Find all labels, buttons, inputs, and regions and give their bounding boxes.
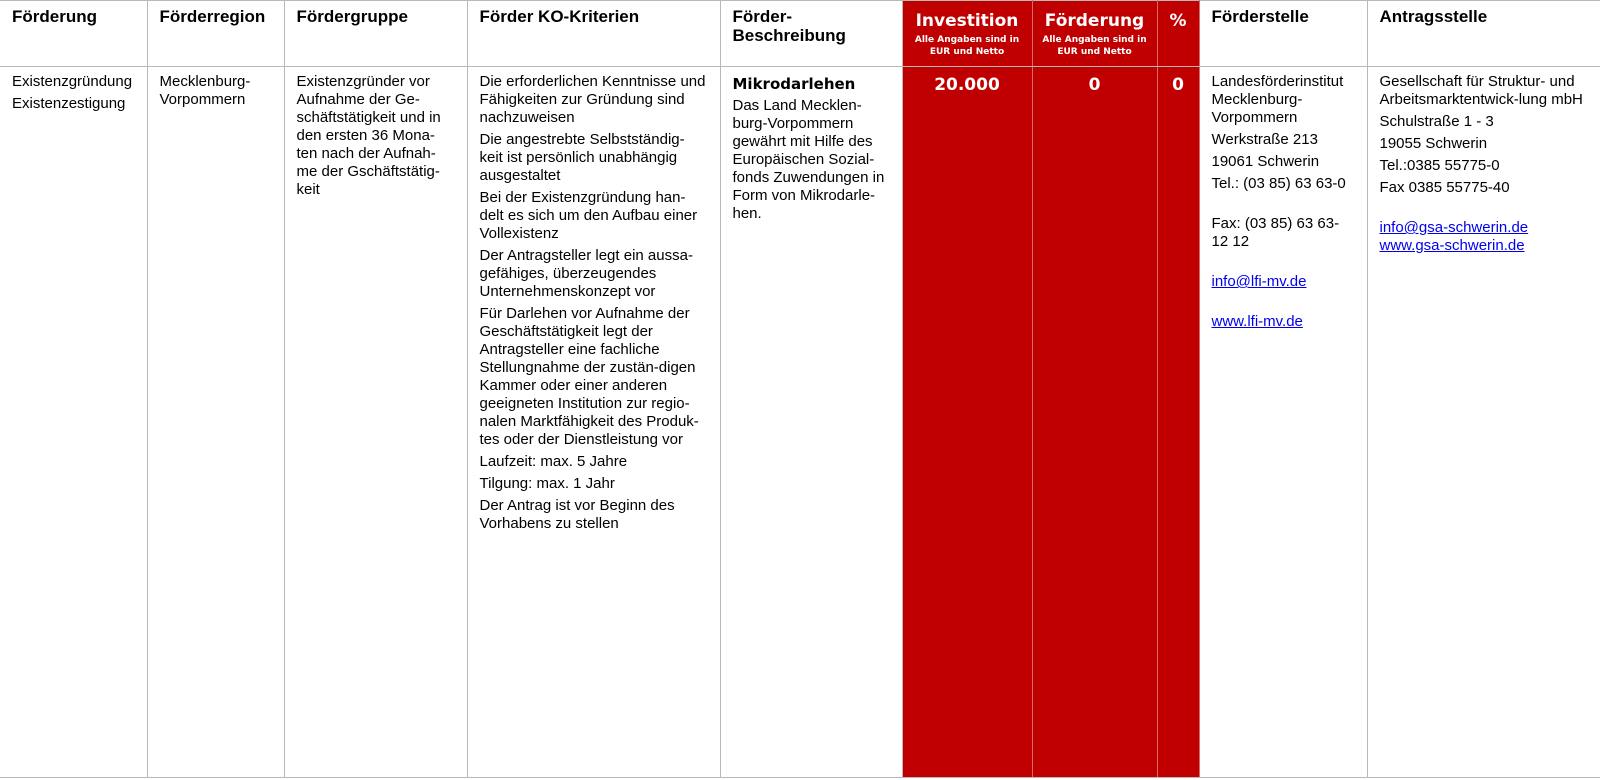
cell-foerderstelle xyxy=(1199,67,1367,778)
header-investition: Investition Alle Angaben sind in EUR und Netto xyxy=(902,1,1032,67)
investition-value: 20.000 xyxy=(934,75,1000,95)
header-foerderung-amount: Förderung Alle Angaben sind in EUR und Netto xyxy=(1032,1,1157,67)
foerderregion-text: Mecklenburg-Vorpommern xyxy=(159,73,251,108)
antragsstelle-name: Gesellschaft für Struktur- und Arbeitsmarktentwick-lung mbH xyxy=(1379,73,1583,108)
cell-antragsstelle xyxy=(1367,67,1600,778)
header-row xyxy=(0,1,1600,67)
antragsstelle-street: Schulstraße 1 - 3 xyxy=(1379,113,1494,130)
beschreibung-title: Mikrodarlehen xyxy=(732,75,856,93)
foerderung-note-line2: EUR und Netto xyxy=(1057,47,1132,57)
foerderstelle-fax: Fax: (03 85) 63 63-12 12 xyxy=(1211,215,1340,250)
ko-criterion: Die erforderlichen Kenntnisse und Fähigkeiten zur Gründung sind nachzuweisen xyxy=(479,73,706,126)
foerderstelle-name: Landesförderinstitut Mecklenburg-Vorpommern xyxy=(1211,73,1344,126)
ko-criterion: Tilgung: max. 1 Jahr xyxy=(479,475,615,492)
cell-ko-kriterien xyxy=(467,67,720,778)
cell-foerderung xyxy=(0,67,147,778)
foerderstelle-web-link[interactable]: www.lfi-mv.de xyxy=(1211,313,1303,330)
antragsstelle-web-link[interactable]: www.gsa-schwerin.de xyxy=(1379,237,1525,254)
cell-investition xyxy=(902,67,1032,778)
antragsstelle-tel: Tel.:0385 55775-0 xyxy=(1379,157,1500,174)
ko-criterion: Der Antragsteller legt ein aussa-gefähiges, überzeugendes Unternehmenskonzept vor xyxy=(479,247,693,300)
header-percent: % xyxy=(1157,1,1199,67)
header-ko-kriterien: Förder KO-Kriterien xyxy=(467,1,720,67)
investition-note-line1: Alle Angaben sind in xyxy=(914,35,1020,45)
header-foerderstelle: Förderstelle xyxy=(1199,1,1367,67)
ko-criterion: Die angestrebte Selbstständig-keit ist persönlich unabhängig ausgestaltet xyxy=(479,131,685,184)
header-antragsstelle: Antragsstelle xyxy=(1367,1,1600,67)
ko-criterion: Laufzeit: max. 5 Jahre xyxy=(479,453,628,470)
ko-criterion: Für Darlehen vor Aufnahme der Geschäftstätigkeit legt der Antragsteller eine fachliche Stellungnahme der zustän-digen Kammer oder einer anderen geeigneten Institution zur regio-nalen Marktfähigkeit des Produk-tes oder der Dienstleistung vor xyxy=(479,305,699,448)
antragsstelle-city: 19055 Schwerin xyxy=(1379,135,1488,152)
cell-foerderung-amount xyxy=(1032,67,1157,778)
foerdergruppe-text: Existenzgründer vor Aufnahme der Ge-schäftstätigkeit und in den ersten 36 Mona-ten nach der Aufnah-me der Gschäftstätig-keit xyxy=(296,73,441,198)
header-foerderregion: Förderregion xyxy=(147,1,284,67)
foerderung-note-line1: Alle Angaben sind in xyxy=(1042,35,1147,45)
cell-beschreibung xyxy=(720,67,902,778)
foerderung-amount-value: 0 xyxy=(1088,75,1101,95)
ko-criterion: Der Antrag ist vor Beginn des Vorhabens zu stellen xyxy=(479,497,675,532)
foerderstelle-street: Werkstraße 213 xyxy=(1211,131,1318,148)
cell-foerdergruppe xyxy=(284,67,467,778)
cell-foerderregion xyxy=(147,67,284,778)
foerderstelle-email-link[interactable]: info@lfi-mv.de xyxy=(1211,273,1307,290)
header-foerdergruppe: Fördergruppe xyxy=(284,1,467,67)
table-row xyxy=(0,67,1600,778)
header-beschreibung xyxy=(720,1,902,67)
beschreibung-text: Das Land Mecklen-burg-Vorpommern gewährt mit Hilfe des Europäischen Sozial-fonds Zuwendungen in Form von Mikrodarle-hen. xyxy=(732,97,885,222)
foerderstelle-tel: Tel.: (03 85) 63 63-0 xyxy=(1211,175,1346,192)
antragsstelle-email-link[interactable]: info@gsa-schwerin.de xyxy=(1379,219,1529,236)
foerderstelle-city: 19061 Schwerin xyxy=(1211,153,1320,170)
antragsstelle-fax: Fax 0385 55775-40 xyxy=(1379,179,1510,196)
foerderung-item: Existenzgründung xyxy=(12,73,133,90)
percent-value: 0 xyxy=(1172,75,1184,95)
foerderung-item: Existenzestigung xyxy=(12,95,126,112)
investition-note-line2: EUR und Netto xyxy=(929,47,1005,57)
header-beschreibung-line1: Förder- xyxy=(732,7,792,26)
header-foerderung: Förderung xyxy=(0,1,147,67)
header-beschreibung-line2: Beschreibung xyxy=(732,26,846,45)
ko-criterion: Bei der Existenzgründung han-delt es sich um den Aufbau einer Vollexistenz xyxy=(479,189,698,242)
cell-percent xyxy=(1157,67,1199,778)
